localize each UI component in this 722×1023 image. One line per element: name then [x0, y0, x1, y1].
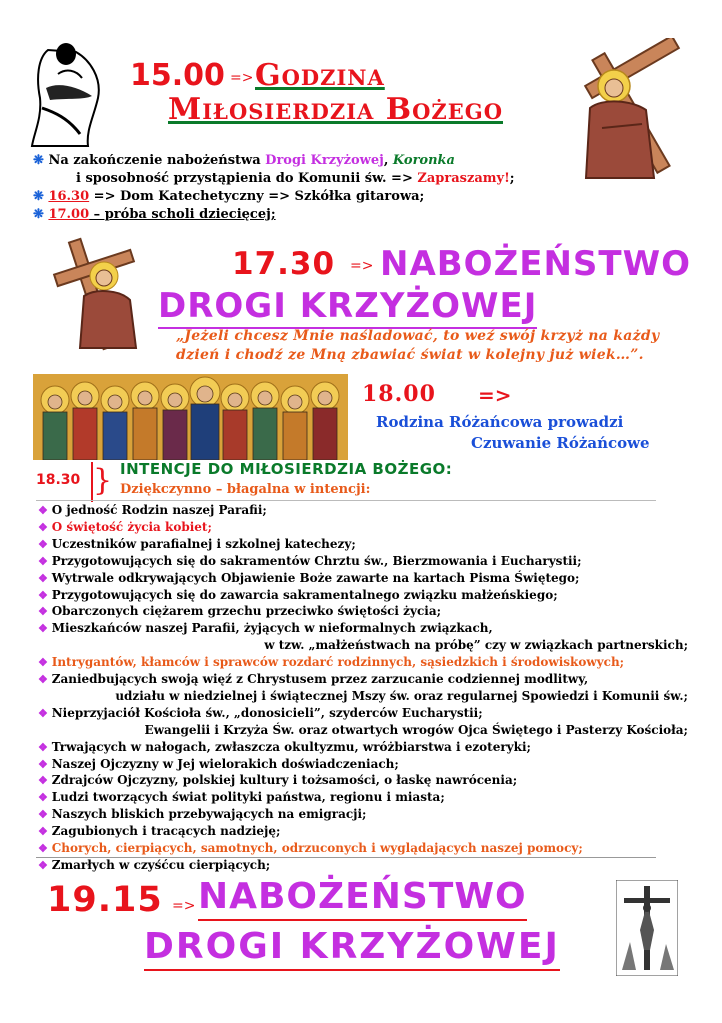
section2-arrow: => [350, 258, 374, 274]
section2-time: 17.30 [232, 246, 336, 282]
diamond-bullet-icon: ❖ [38, 825, 52, 839]
section4-subtitle: Dziękczynno – błagalna w intencji: [120, 482, 371, 497]
pieta-icon [28, 38, 106, 150]
intention-text: Uczestników parafialnej i szkolnej katechezy; [51, 536, 356, 551]
intention-item [38, 841, 583, 855]
intention-text: Chorych, cierpiących, samotnych, odrzuconych i wyglądających naszej pomocy; [51, 841, 583, 855]
intention-text: Naszej Ojczyzny w Jej wielorakich doświadczeniach; [51, 756, 399, 771]
diamond-bullet-icon: ❖ [38, 588, 52, 602]
section5-title-line1: NABOŻEŃSTWO [198, 876, 527, 921]
bullet-sep: , [383, 153, 393, 168]
bullet-text: Na zakończenie nabożeństwa [48, 153, 266, 168]
bullet-icon: ❋ [33, 207, 44, 222]
intention-text: Wytrwale odkrywających Objawienie Boże zawarte na kartach Pisma Świętego; [51, 570, 580, 585]
intention-text: Ewangelii i Krzyża Św. oraz otwartych wrogów Ojca Świętego i Pasterzy Kościoła; [144, 722, 688, 737]
intention-text: Nieprzyjaciół Kościoła św., „donosicieli”, szyderców Eucharystii; [51, 705, 483, 720]
intention-text: Naszych bliskich przebywających na emigracji; [51, 807, 367, 822]
intention-text: Mieszkańców naszej Parafii, żyjących w nieformalnych związkach, [51, 621, 493, 636]
bullet-time: 16.30 [48, 189, 90, 204]
diamond-bullet-icon: ❖ [38, 858, 52, 872]
diamond-bullet-icon: ❖ [38, 706, 52, 720]
bullet-icon: ❋ [33, 153, 44, 168]
section2-quote-line1: „Jeżeli chcesz Mnie naśladować, to weź swój krzyż na każdy [176, 328, 660, 344]
intention-item [115, 689, 688, 703]
intention-text: O jedność Rodzin naszej Parafii; [51, 503, 267, 517]
bullet-icon: ❋ [33, 189, 44, 204]
bullet-text: => Dom Katechetyczny => Szkółka gitarowa; [89, 189, 425, 204]
diamond-bullet-icon: ❖ [38, 673, 52, 686]
section3-time: 18.00 [362, 381, 436, 407]
section1-bullet-2 [33, 188, 424, 206]
intention-item [38, 655, 624, 669]
section3-line2: Czuwanie Różańcowe [471, 434, 650, 452]
intention-item [38, 757, 399, 771]
intention-text: Zagubionych i tracących nadzieję; [51, 824, 281, 839]
section4-divider [91, 462, 93, 502]
intention-item [38, 790, 445, 804]
bullet-highlight-2: Koronka [392, 153, 455, 168]
diamond-bullet-icon: ❖ [38, 554, 52, 568]
intention-item [38, 858, 270, 872]
intention-item [38, 554, 582, 568]
intention-text: Intrygantów, kłamców i sprawców rozdarć rodzinnych, sąsiedzkich i środowiskowych; [51, 655, 625, 670]
intention-item [145, 723, 688, 737]
bullet-end: ; [509, 171, 515, 186]
intention-item [38, 520, 212, 534]
section1-title-line1: Godzina [255, 58, 385, 93]
intention-item [38, 503, 267, 517]
section2-title-line2: DROGI KRZYŻOWEJ [158, 286, 537, 329]
intention-item [38, 824, 280, 838]
jesus-with-cross-icon [40, 234, 148, 352]
section1-time: 15.00 [130, 58, 225, 93]
intention-text: w tzw. „małżeństwach na próbę” czy w związkach partnerskich; [264, 638, 688, 653]
intention-text: udziału w niedzielnej i świątecznej Mszy św. oraz regularnej Spowiedzi i Komunii św.; [115, 688, 688, 703]
section3-line1: Rodzina Różańcowa prowadzi [376, 413, 624, 431]
intention-item [264, 638, 688, 652]
diamond-bullet-icon: ❖ [38, 504, 52, 517]
diamond-bullet-icon: ❖ [38, 622, 52, 636]
intention-text: O świętość życia kobiet; [51, 519, 212, 534]
intention-text: Zaniedbujących swoją więź z Chrystusem przez zarzucanie codziennej modlitwy, [51, 672, 589, 686]
intention-text: Zdrajców Ojczyzny, polskiej kultury i tożsamości, o łaskę nawrócenia; [51, 773, 518, 788]
intention-item [38, 537, 356, 551]
section4-rule [36, 500, 656, 501]
section1-arrow: => [230, 70, 254, 86]
intention-item [38, 588, 558, 602]
bullet-time: 17.00 [48, 207, 90, 222]
intention-item [38, 571, 579, 585]
section5-rule [36, 857, 656, 858]
diamond-bullet-icon: ❖ [38, 808, 52, 822]
section2-quote-line2: dzień i chodź ze Mną zbawiać świat w kolejny już wiek…”. [176, 347, 644, 363]
bullet-text: i sposobność przystąpienia do Komunii św. => [76, 171, 418, 186]
section4-brace: } [93, 463, 113, 498]
diamond-bullet-icon: ❖ [38, 774, 52, 788]
diamond-bullet-icon: ❖ [38, 757, 52, 771]
diamond-bullet-icon: ❖ [38, 571, 52, 585]
intention-text: Zmarłych w czyśćcu cierpiących; [51, 857, 271, 872]
diamond-bullet-icon: ❖ [38, 842, 52, 855]
section5-title-line2: DROGI KRZYŻOWEJ [144, 926, 560, 971]
jesus-carrying-cross-icon [562, 38, 694, 186]
intention-item [38, 604, 441, 618]
diamond-bullet-icon: ❖ [38, 791, 52, 805]
intention-text: Obarczonych ciężarem grzechu przeciwko świętości życia; [51, 604, 442, 619]
diamond-bullet-icon: ❖ [38, 605, 52, 619]
intention-item [38, 773, 517, 787]
section1-bullet-3 [33, 206, 276, 224]
diamond-bullet-icon: ❖ [38, 656, 52, 670]
section4-title: INTENCJE DO MIŁOSIERDZIA BOŻEGO: [120, 460, 453, 478]
section1-bullet-1-cont [76, 170, 515, 188]
diamond-bullet-icon: ❖ [38, 520, 52, 534]
section1-title-line2: Miłosierdzia Bożego [168, 92, 503, 127]
bullet-highlight: Drogi Krzyżowej [265, 153, 384, 168]
intention-text: Przygotowujących się do zawarcia sakramentalnego związku małżeńskiego; [51, 587, 558, 602]
intention-item [38, 740, 531, 754]
section5-time: 19.15 [47, 880, 163, 920]
diamond-bullet-icon: ❖ [38, 537, 52, 551]
diamond-bullet-icon: ❖ [38, 740, 52, 754]
intention-item [38, 672, 588, 686]
bullet-text: – próba scholi dziecięcej; [89, 207, 276, 222]
section3-arrow: => [478, 383, 512, 407]
intention-item [38, 706, 483, 720]
section4-time: 18.30 [36, 472, 81, 488]
section1-bullet-1 [33, 152, 455, 170]
intention-text: Przygotowujących się do sakramentów Chrztu św., Bierzmowania i Eucharystii; [51, 553, 582, 568]
section2-title-line1: NABOŻEŃSTWO [380, 244, 692, 284]
bullet-highlight: Zapraszamy! [417, 171, 510, 186]
crucifix-icon [616, 880, 678, 976]
section5-arrow: => [172, 898, 196, 914]
intention-text: Trwających w nałogach, zwłaszcza okultyzmu, wróżbiarstwa i ezoteryki; [51, 739, 531, 754]
pentecost-painting-icon [33, 374, 348, 460]
intention-item [38, 807, 366, 821]
intention-item [38, 621, 493, 635]
intention-text: Ludzi tworzących świat polityki państwa, regionu i miasta; [51, 790, 445, 805]
